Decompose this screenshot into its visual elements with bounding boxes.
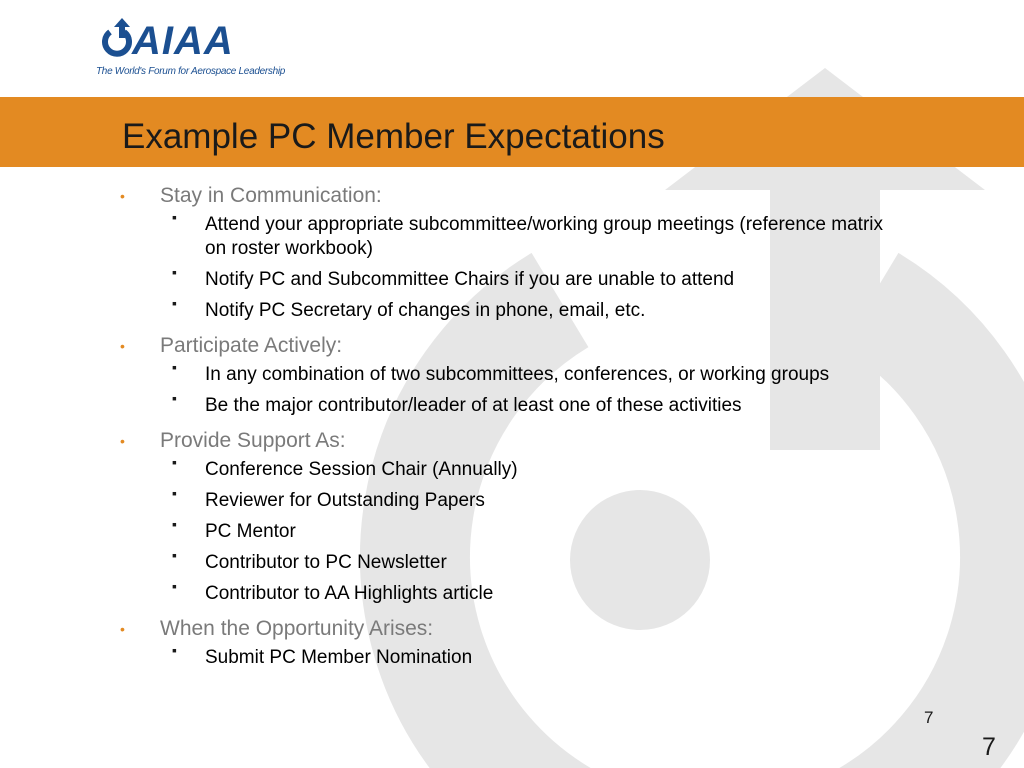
list-item-text: PC Mentor bbox=[205, 521, 296, 542]
bullet-square-icon: ▪ bbox=[172, 485, 177, 501]
list-item bbox=[160, 390, 900, 418]
list-item-text: Contributor to PC Newsletter bbox=[205, 552, 447, 573]
bullet-square-icon: ▪ bbox=[172, 209, 177, 225]
bullet-square-icon: ▪ bbox=[172, 454, 177, 470]
logo-tagline: The World's Forum for Aerospace Leadership bbox=[96, 66, 286, 77]
list-item bbox=[160, 547, 900, 575]
page-number-small: 7 bbox=[924, 708, 934, 727]
section-support bbox=[120, 425, 900, 606]
list-item-text: Notify PC and Subcommittee Chairs if you are unable to attend bbox=[205, 269, 735, 290]
list-item bbox=[160, 578, 900, 606]
list-item bbox=[160, 209, 900, 261]
bullet-square-icon: ▪ bbox=[172, 390, 177, 406]
list-item bbox=[160, 295, 900, 323]
list-item-text: Attend your appropriate subcommittee/working group meetings (reference matrix on roster workbook) bbox=[205, 214, 883, 259]
section-heading: Stay in Communication: bbox=[160, 184, 382, 207]
sub-list bbox=[160, 209, 900, 323]
list-item-text: Contributor to AA Highlights article bbox=[205, 583, 494, 604]
section-heading: Participate Actively: bbox=[160, 334, 343, 357]
list-item bbox=[160, 516, 900, 544]
section-heading: Provide Support As: bbox=[160, 429, 346, 452]
list-item bbox=[160, 264, 900, 292]
list-item-text: Be the major contributor/leader of at least one of these activities bbox=[205, 395, 742, 416]
slide-title: Example PC Member Expectations bbox=[122, 117, 665, 156]
sub-list bbox=[160, 359, 900, 418]
bullet-square-icon: ▪ bbox=[172, 264, 177, 280]
bullet-dot-icon: • bbox=[120, 433, 125, 449]
list-item bbox=[160, 359, 900, 387]
bullet-square-icon: ▪ bbox=[172, 578, 177, 594]
bullet-square-icon: ▪ bbox=[172, 295, 177, 311]
list-item-text: Conference Session Chair (Annually) bbox=[205, 459, 518, 480]
section-opportunity bbox=[120, 613, 900, 670]
aiaa-logo bbox=[96, 18, 286, 82]
list-item-text: Reviewer for Outstanding Papers bbox=[205, 490, 485, 511]
list-item bbox=[160, 454, 900, 482]
bullet-square-icon: ▪ bbox=[172, 547, 177, 563]
bullet-dot-icon: • bbox=[120, 621, 125, 637]
sub-list bbox=[160, 642, 900, 670]
list-item-text: Notify PC Secretary of changes in phone, email, etc. bbox=[205, 300, 646, 321]
page-number-large: 7 bbox=[982, 733, 996, 761]
list-item bbox=[160, 642, 900, 670]
section-participate bbox=[120, 330, 900, 418]
list-item bbox=[160, 485, 900, 513]
bullet-square-icon: ▪ bbox=[172, 359, 177, 375]
bullet-list bbox=[120, 180, 900, 677]
logo-wordmark: AIAA bbox=[132, 19, 234, 63]
aiaa-logo-mark-icon bbox=[96, 18, 136, 62]
list-item-text: In any combination of two subcommittees, conferences, or working groups bbox=[205, 364, 830, 385]
bullet-dot-icon: • bbox=[120, 338, 125, 354]
bullet-square-icon: ▪ bbox=[172, 642, 177, 658]
section-heading: When the Opportunity Arises: bbox=[160, 617, 434, 640]
list-item-text: Submit PC Member Nomination bbox=[205, 647, 473, 668]
bullet-dot-icon: • bbox=[120, 188, 125, 204]
section-communication bbox=[120, 180, 900, 323]
sub-list bbox=[160, 454, 900, 606]
bullet-square-icon: ▪ bbox=[172, 516, 177, 532]
